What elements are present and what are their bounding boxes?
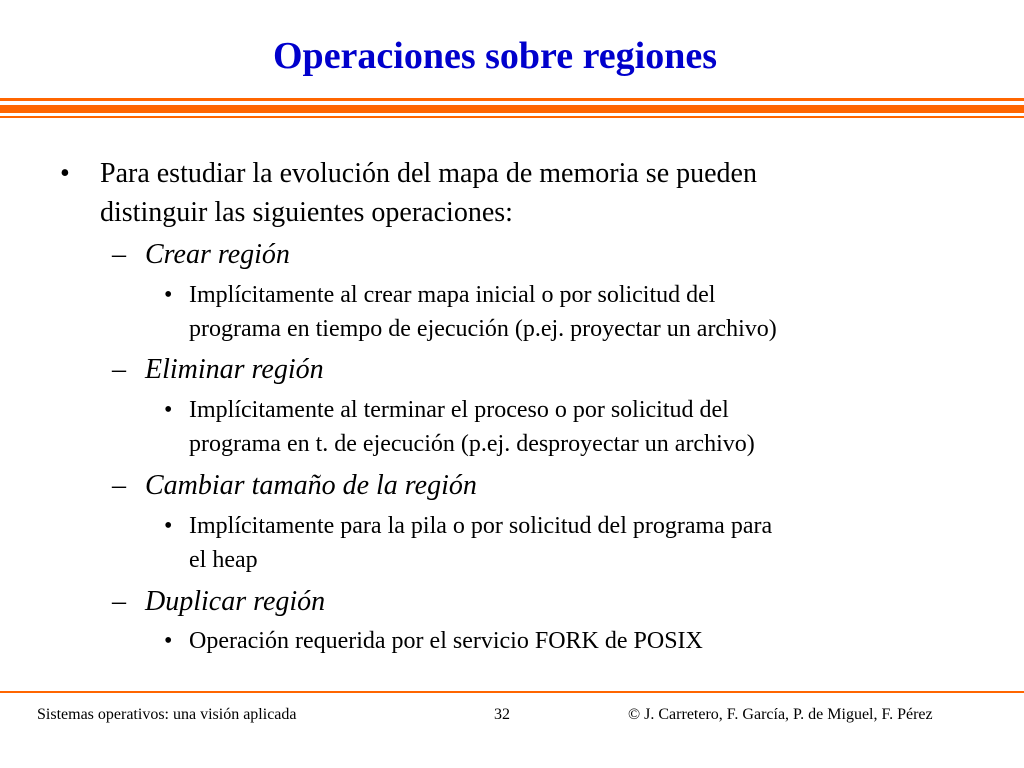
slide-title: Operaciones sobre regiones	[273, 35, 717, 77]
operation-eliminar-detail-1: Implícitamente al terminar el proceso o por solicitud del	[189, 397, 729, 423]
bullet-text-line-2: distinguir las siguientes operaciones:	[100, 197, 513, 228]
operation-crear-region: Crear región	[145, 239, 290, 270]
dash-marker: –	[112, 239, 126, 270]
operation-duplicar-region: Duplicar región	[145, 586, 326, 617]
dash-marker: –	[112, 354, 126, 385]
operation-duplicar-detail-1: Operación requerida por el servicio FORK de POSIX	[189, 628, 703, 654]
footer-page-number: 32	[494, 706, 510, 723]
operation-cambiar-tamano: Cambiar tamaño de la región	[145, 470, 477, 501]
footer-book-title: Sistemas operativos: una visión aplicada	[37, 706, 297, 723]
sub-bullet-marker: •	[164, 282, 173, 308]
operation-eliminar-region: Eliminar región	[145, 354, 324, 385]
sub-bullet-marker: •	[164, 397, 173, 423]
operation-eliminar-detail-2: programa en t. de ejecución (p.ej. desproyectar un archivo)	[189, 431, 755, 457]
bullet-text-line-1: Para estudiar la evolución del mapa de memoria se pueden	[100, 158, 757, 189]
sub-bullet-marker: •	[164, 628, 173, 654]
footer-copyright: © J. Carretero, F. García, P. de Miguel, F. Pérez	[628, 706, 933, 723]
footer-rule	[0, 691, 1024, 693]
sub-bullet-marker: •	[164, 513, 173, 539]
operation-crear-detail-2: programa en tiempo de ejecución (p.ej. proyectar un archivo)	[189, 316, 777, 342]
dash-marker: –	[112, 470, 126, 501]
operation-cambiar-detail-2: el heap	[189, 547, 258, 573]
operation-crear-detail-1: Implícitamente al crear mapa inicial o por solicitud del	[189, 282, 716, 308]
dash-marker: –	[112, 586, 126, 617]
operation-cambiar-detail-1: Implícitamente para la pila o por solicitud del programa para	[189, 513, 773, 539]
bullet-marker: •	[60, 158, 70, 189]
